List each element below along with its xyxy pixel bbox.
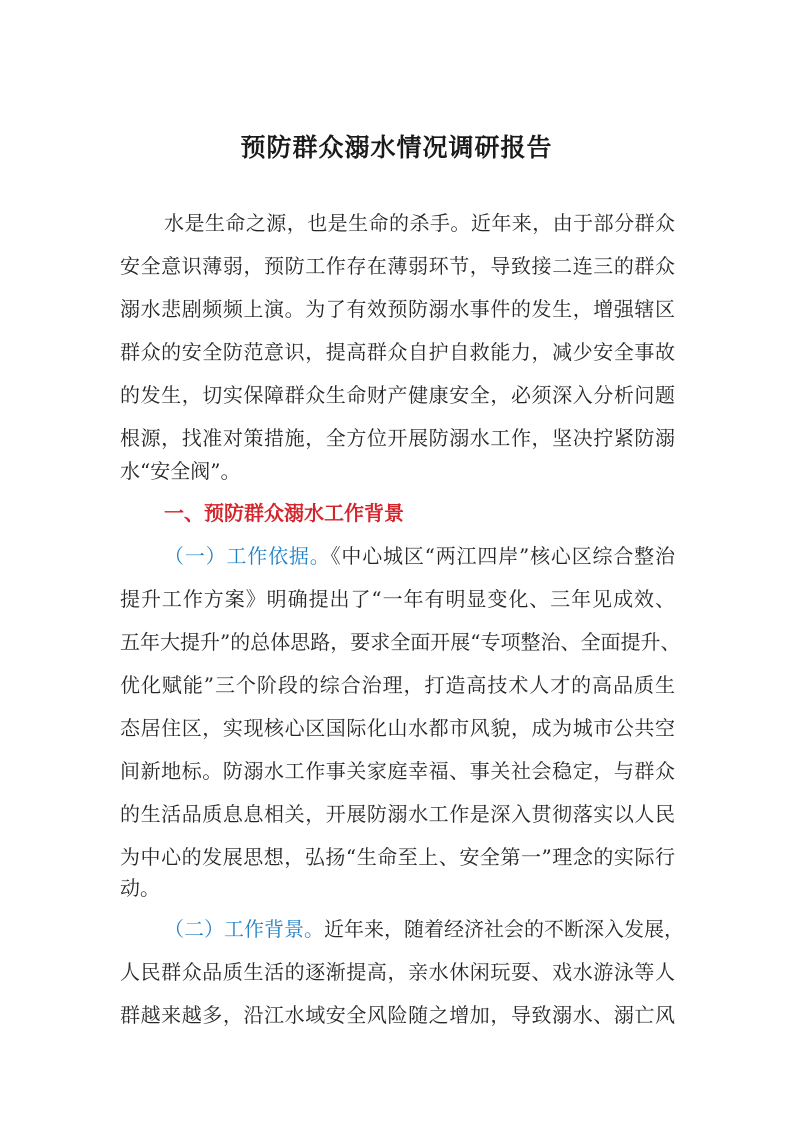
sub1-line: 五年大提升”的总体思路，要求全面开展“专项整治、全面提升、 — [120, 630, 681, 654]
sub1-label: （一）工作依据。 — [164, 544, 331, 568]
sub1-line: 间新地标。防溺水工作事关家庭幸福、事关社会稳定，与群众 — [120, 759, 675, 783]
sub1-line: 的生活品质息息相关，开展防溺水工作是深入贯彻落实以人民 — [120, 802, 675, 826]
section-heading: 一、预防群众溺水工作背景 — [164, 501, 404, 525]
sub2-line: 群越来越多，沿江水域安全风险随之增加，导致溺水、溺亡风 — [120, 1003, 675, 1027]
sub2-label: （二）工作背景。 — [164, 917, 324, 941]
intro-line: 的发生，切实保障群众生命财产健康安全，必须深入分析问题 — [120, 383, 675, 407]
sub1-line: 态居住区，实现核心区国际化山水都市风貌，成为城市公共空 — [120, 716, 675, 740]
sub1-line: 优化赋能”三个阶段的综合治理，打造高技术人才的高品质生 — [120, 673, 675, 697]
sub1-line: 动。 — [120, 876, 160, 900]
sub1-line: 提升工作方案》明确提出了“一年有明显变化、三年见成效、 — [120, 587, 675, 611]
intro-line: 水“安全阀”。 — [120, 459, 241, 483]
sub2-line: 人民群众品质生活的逐渐提高，亲水休闲玩耍、戏水游泳等人 — [120, 960, 675, 984]
sub1-first-line-text: 《中心城区“两江四岸”核心区综合整治 — [330, 544, 675, 568]
intro-line: 溺水悲剧频频上演。为了有效预防溺水事件的发生，增强辖区 — [120, 297, 675, 321]
intro-line: 群众的安全防范意识，提高群众自护自救能力，减少安全事故 — [120, 340, 675, 364]
document-title: 预防群众溺水情况调研报告 — [240, 133, 553, 162]
intro-line: 根源，找准对策措施，全方位开展防溺水工作，坚决拧紧防溺 — [120, 426, 675, 450]
sub2-first-line-text: 近年来，随着经济社会的不断深入发展， — [324, 917, 684, 941]
sub1-line: 为中心的发展思想，弘扬“生命至上、安全第一”理念的实际行 — [120, 845, 675, 869]
intro-line: 水是生命之源，也是生命的杀手。近年来，由于部分群众 — [164, 211, 675, 235]
intro-line: 安全意识薄弱，预防工作存在薄弱环节，导致接二连三的群众 — [120, 254, 675, 278]
sub1-first-line — [164, 544, 675, 568]
sub2-first-line — [164, 917, 684, 941]
